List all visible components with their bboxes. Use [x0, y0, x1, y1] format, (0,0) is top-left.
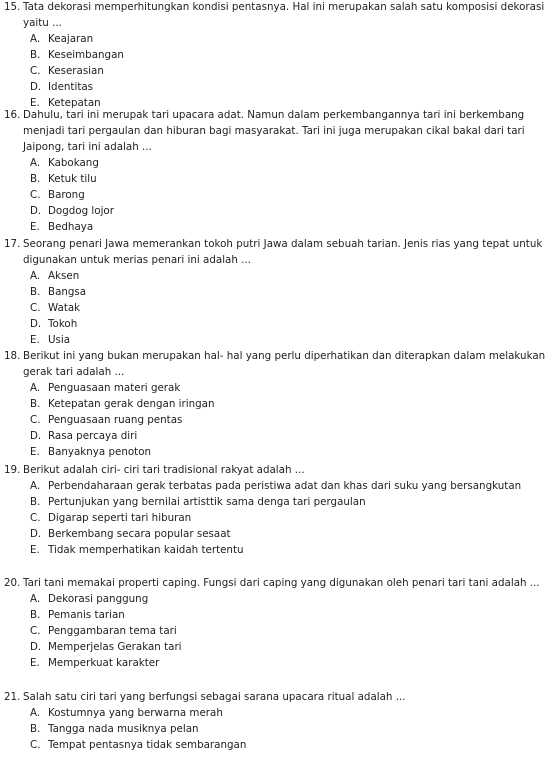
option-text: Penggambaran tema tari [48, 625, 177, 637]
option-text: Watak [48, 302, 81, 314]
answer-option[interactable] [30, 542, 549, 558]
option-list [30, 705, 549, 753]
answer-option[interactable] [30, 332, 549, 348]
option-text: Keseimbangan [48, 49, 124, 61]
option-text: Dogdog lojor [48, 205, 114, 217]
answer-option[interactable] [30, 396, 549, 412]
option-letter: B. [30, 398, 41, 410]
question-stem [4, 462, 549, 478]
question-item [4, 236, 549, 348]
question-item [4, 575, 549, 671]
answer-option[interactable] [30, 203, 549, 219]
question-text: Berikut adalah ciri- ciri tari tradisional rakyat adalah ... [23, 464, 305, 476]
option-letter: B. [30, 173, 41, 185]
option-letter: E. [30, 221, 40, 233]
option-letter: C. [30, 625, 41, 637]
option-text: Kabokang [48, 157, 99, 169]
option-letter: D. [30, 81, 42, 93]
option-letter: D. [30, 430, 42, 442]
question-text: Salah satu ciri tari yang berfungsi sebagai sarana upacara ritual adalah ... [23, 691, 406, 703]
option-text: Ketepatan gerak dengan iringan [48, 398, 215, 410]
option-list [30, 591, 549, 671]
question-text: Berikut ini yang bukan merupakan hal- hal yang perlu diperhatikan dan diterapkan dalam melakukan gerak tari adalah ... [23, 350, 546, 378]
answer-option[interactable] [30, 737, 549, 753]
answer-option[interactable] [30, 284, 549, 300]
option-letter: A. [30, 382, 41, 394]
question-number: 17. [4, 238, 21, 250]
option-letter: A. [30, 270, 41, 282]
option-text: Bangsa [48, 286, 87, 298]
answer-option[interactable] [30, 526, 549, 542]
option-text: Berkembang secara popular sesaat [48, 528, 231, 540]
option-letter: C. [30, 512, 41, 524]
option-letter: E. [30, 334, 40, 346]
question-number: 16. [4, 109, 21, 121]
option-letter: D. [30, 641, 42, 653]
answer-option[interactable] [30, 721, 549, 737]
option-text: Pertunjukan yang bernilai artisttik sama denga tari pergaulan [48, 496, 366, 508]
question-text: Tari tani memakai properti caping. Fungsi dari caping yang digunakan oleh penari tari tani adalah ... [23, 577, 540, 589]
question-item [4, 107, 549, 235]
option-letter: C. [30, 739, 41, 751]
option-text: Kostumnya yang berwarna merah [48, 707, 223, 719]
answer-option[interactable] [30, 639, 549, 655]
answer-option[interactable] [30, 300, 549, 316]
option-letter: C. [30, 189, 41, 201]
option-letter: B. [30, 49, 41, 61]
answer-option[interactable] [30, 510, 549, 526]
option-text: Perbendaharaan gerak terbatas pada peristiwa adat dan khas dari suku yang bersangkutan [48, 480, 522, 492]
option-text: Tangga nada musiknya pelan [48, 723, 199, 735]
question-stem [4, 575, 549, 591]
option-text: Tidak memperhatikan kaidah tertentu [48, 544, 244, 556]
option-letter: D. [30, 205, 42, 217]
answer-option[interactable] [30, 79, 549, 95]
question-text: Seorang penari Jawa memerankan tokoh putri Jawa dalam sebuah tarian. Jenis rias yang tepat untuk digunakan untuk merias penari ini adalah ... [23, 238, 543, 266]
option-text: Memperkuat karakter [48, 657, 160, 669]
question-number: 20. [4, 577, 21, 589]
answer-option[interactable] [30, 478, 549, 494]
question-number: 19. [4, 464, 21, 476]
answer-option[interactable] [30, 607, 549, 623]
answer-option[interactable] [30, 412, 549, 428]
option-text: Banyaknya penoton [48, 446, 152, 458]
option-text: Keserasian [48, 65, 104, 77]
question-number: 15. [4, 1, 21, 13]
option-text: Usia [48, 334, 71, 346]
option-text: Rasa percaya diri [48, 430, 138, 442]
question-stem [4, 689, 549, 705]
option-letter: E. [30, 544, 40, 556]
question-text: Tata dekorasi memperhitungkan kondisi pentasnya. Hal ini merupakan salah satu komposisi dekorasi yaitu ... [23, 1, 545, 29]
option-letter: C. [30, 65, 41, 77]
option-text: Tokoh [48, 318, 78, 330]
option-letter: B. [30, 286, 41, 298]
answer-option[interactable] [30, 655, 549, 671]
question-stem [4, 107, 549, 155]
option-letter: A. [30, 480, 41, 492]
option-text: Aksen [48, 270, 80, 282]
option-letter: B. [30, 609, 41, 621]
option-text: Barong [48, 189, 85, 201]
option-text: Dekorasi panggung [48, 593, 149, 605]
option-text: Digarap seperti tari hiburan [48, 512, 192, 524]
answer-option[interactable] [30, 444, 549, 460]
option-letter: A. [30, 157, 41, 169]
question-stem [4, 236, 549, 268]
question-number: 21. [4, 691, 21, 703]
answer-option[interactable] [30, 380, 549, 396]
option-letter: B. [30, 496, 41, 508]
option-list [30, 155, 549, 235]
answer-option[interactable] [30, 63, 549, 79]
answer-option[interactable] [30, 31, 549, 47]
option-letter: C. [30, 302, 41, 314]
option-letter: A. [30, 33, 41, 45]
option-list [30, 478, 549, 558]
option-letter: E. [30, 446, 40, 458]
option-text: Memperjelas Gerakan tari [48, 641, 182, 653]
option-letter: B. [30, 723, 41, 735]
answer-option[interactable] [30, 171, 549, 187]
answer-option[interactable] [30, 316, 549, 332]
answer-option[interactable] [30, 155, 549, 171]
option-text: Ketepatan [48, 97, 101, 109]
question-item [4, 689, 549, 753]
answer-option[interactable] [30, 705, 549, 721]
option-letter: A. [30, 593, 41, 605]
option-letter: D. [30, 528, 42, 540]
question-number: 18. [4, 350, 21, 362]
answer-option[interactable] [30, 428, 549, 444]
option-text: Keajaran [48, 33, 94, 45]
option-list [30, 268, 549, 348]
question-item [4, 348, 549, 460]
option-letter: A. [30, 707, 41, 719]
question-item [4, 0, 549, 111]
answer-option[interactable] [30, 591, 549, 607]
answer-option[interactable] [30, 268, 549, 284]
option-text: Ketuk tilu [48, 173, 97, 185]
option-list [30, 380, 549, 460]
option-letter: C. [30, 414, 41, 426]
answer-option[interactable] [30, 494, 549, 510]
answer-option[interactable] [30, 219, 549, 235]
option-text: Penguasaan ruang pentas [48, 414, 183, 426]
option-letter: E. [30, 657, 40, 669]
answer-option[interactable] [30, 623, 549, 639]
option-letter: D. [30, 318, 42, 330]
option-text: Penguasaan materi gerak [48, 382, 181, 394]
question-text: Dahulu, tari ini merupak tari upacara adat. Namun dalam perkembangannya tari ini berkembang menjadi tari pergaulan dan hiburan bagi masyarakat. Tari ini juga merupakan cikal bakal dari tari Jaipong, tari ini adalah ... [23, 109, 525, 153]
option-text: Bedhaya [48, 221, 94, 233]
answer-option[interactable] [30, 187, 549, 203]
question-stem [4, 348, 549, 380]
option-letter: E. [30, 97, 40, 109]
option-text: Tempat pentasnya tidak sembarangan [48, 739, 247, 751]
question-item [4, 462, 549, 558]
answer-option[interactable] [30, 47, 549, 63]
question-stem [4, 0, 549, 31]
option-text: Identitas [48, 81, 94, 93]
option-list [30, 31, 549, 111]
option-text: Pemanis tarian [48, 609, 125, 621]
